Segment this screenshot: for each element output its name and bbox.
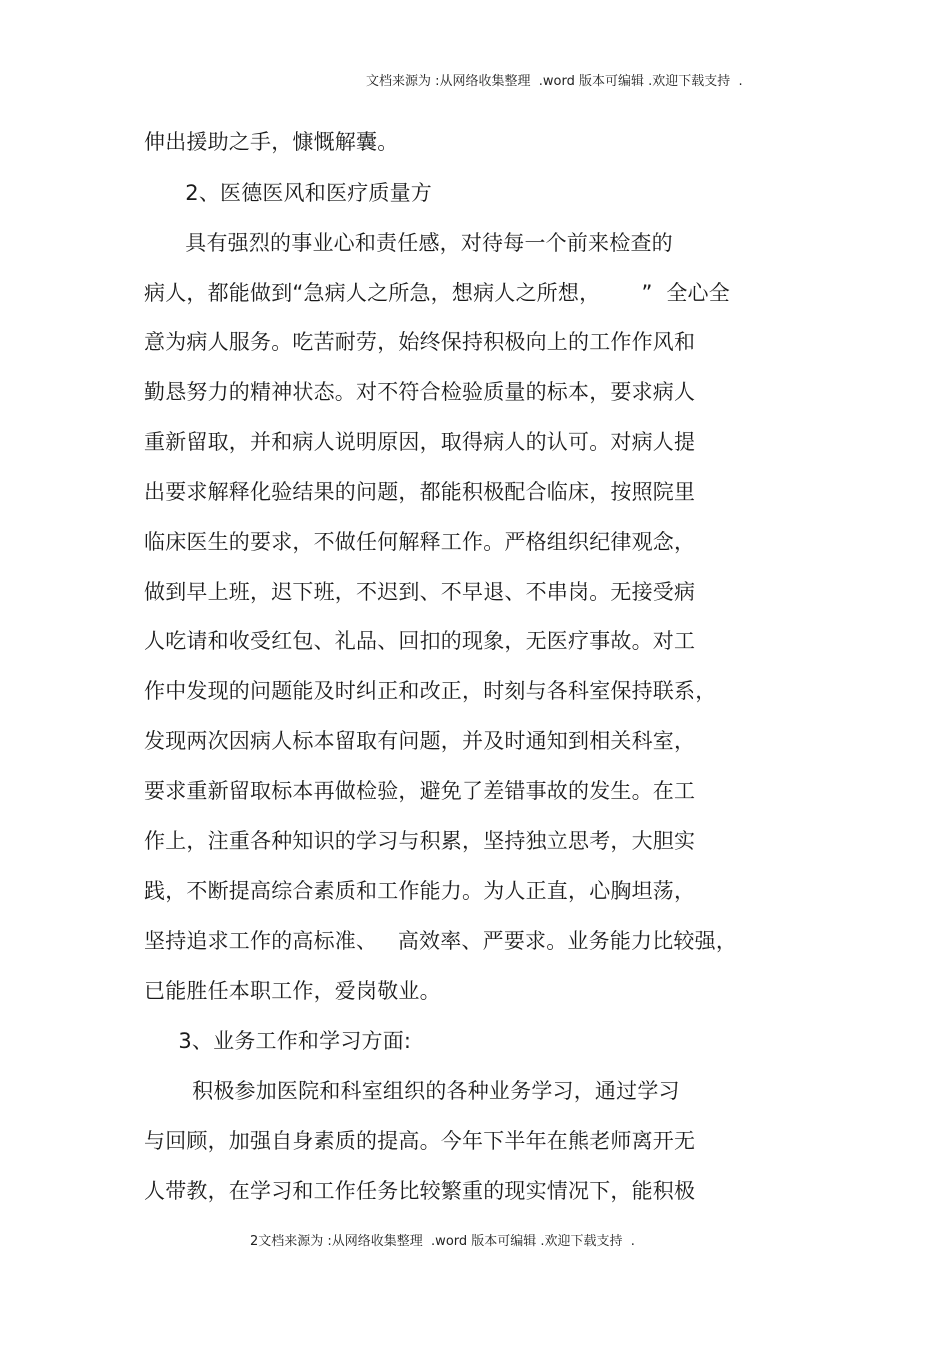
section-heading: 3、业务工作和学习方面: (144, 1029, 412, 1053)
text-line: 勤恳努力的精神状态。对不符合检验质量的标本，要求病人 (144, 380, 696, 404)
text-line: 作中发现的问题能及时纠正和改正，时刻与各科室保持联系， (144, 679, 717, 703)
text-line: 伸出援助之手，慷慨解囊。 (144, 130, 399, 154)
text-line: 发现两次因病人标本留取有问题，并及时通知到相关科室， (144, 729, 696, 753)
text-line: 临床医生的要求，不做任何解释工作。严格组织纪律观念， (144, 530, 696, 554)
text-line: 坚持追求工作的高标准、 高效率、严要求。业务能力比较强， (144, 929, 738, 953)
text-line: 具有强烈的事业心和责任感，对待每一个前来检查的 (144, 231, 673, 255)
text-line: 意为病人服务。吃苦耐劳，始终保持积极向上的工作作风和 (144, 330, 696, 354)
text-line: 病人，都能做到“急病人之所急，想病人之所想， ” 全心全 (144, 281, 730, 305)
text-line: 与回顾，加强自身素质的提高。今年下半年在熊老师离开无 (144, 1129, 696, 1153)
text-line: 要求重新留取标本再做检验，避免了差错事故的发生。在工 (144, 779, 696, 803)
section-heading: 2、医德医风和医疗质量方 (144, 181, 433, 205)
text-line: 重新留取，并和病人说明原因，取得病人的认可。对病人提 (144, 430, 696, 454)
text-line: 作上，注重各种知识的学习与积累，坚持独立思考，大胆实 (144, 829, 696, 853)
text-line: 已能胜任本职工作，爱岗敬业。 (144, 979, 441, 1003)
text-line: 出要求解释化验结果的问题，都能积极配合临床，按照院里 (144, 480, 696, 504)
text-line: 践，不断提高综合素质和工作能力。为人正直，心胸坦荡， (144, 879, 696, 903)
text-line: 做到早上班，迟下班，不迟到、不早退、不串岗。无接受病 (144, 580, 696, 604)
text-line: 人带教，在学习和工作任务比较繁重的现实情况下，能积极 (144, 1179, 696, 1203)
page-footer-note: 2文档来源为 :从网络收集整理 .word 版本可编辑 .欢迎下载支持 . (250, 1234, 635, 1249)
text-line: 积极参加医院和科室组织的各种业务学习，通过学习 (144, 1079, 680, 1103)
page-header-note: 文档来源为 :从网络收集整理 .word 版本可编辑 .欢迎下载支持 . (366, 74, 743, 89)
text-line: 人吃请和收受红包、礼品、回扣的现象，无医疗事故。对工 (144, 629, 696, 653)
